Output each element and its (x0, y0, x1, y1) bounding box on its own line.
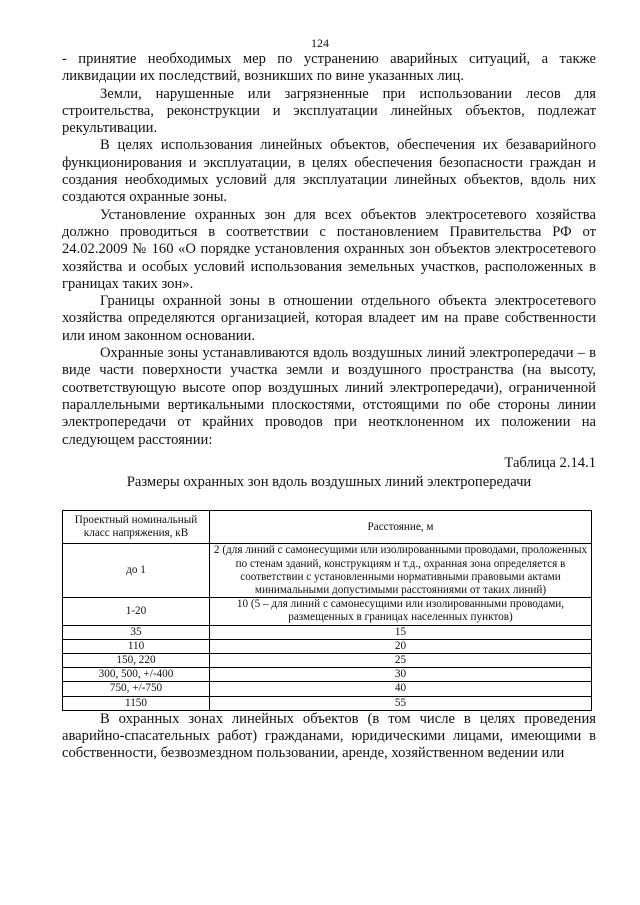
table-title: Размеры охранных зон вдоль воздушных линий электропередачи (126, 474, 532, 491)
cell-distance: 30 (210, 668, 592, 682)
paragraph: Земли, нарушенные или загрязненные при использовании лесов для строительства, реконструкции и эксплуатации линейных объектов, подлежат рекультивации. (62, 85, 596, 137)
table-row (63, 598, 592, 625)
paragraph: В целях использования линейных объектов, обеспечения их безаварийного функционирования и эксплуатации, в целях обеспечения безопасности граждан и создания необходимых условий для эксплуатации линейных объектов, вдоль них создаются охранные зоны. (62, 137, 596, 206)
cell-voltage: 750, +/-750 (63, 682, 210, 696)
cell-voltage: 150, 220 (63, 654, 210, 668)
cell-voltage: 1150 (63, 696, 210, 710)
protection-zones-table (62, 510, 592, 710)
table-header-row (63, 511, 592, 544)
paragraph: В охранных зонах линейных объектов (в том числе в целях проведения аварийно-спасательных работ) гражданами, юридическими лицами, имеющими в собственности, безвозмездном пользовании, аренде, хозяйственном ведении или (62, 710, 596, 762)
cell-voltage: 1-20 (63, 598, 210, 625)
cell-distance: 40 (210, 682, 592, 696)
cell-distance: 10 (5 – для линий с самонесущими или изолированными проводами, размещенных в границах населенных пунктов) (210, 598, 592, 625)
page-number: 124 (311, 36, 329, 50)
cell-distance: 15 (210, 625, 592, 639)
table-row (63, 625, 592, 639)
table-row (63, 639, 592, 653)
cell-voltage: 300, 500, +/-400 (63, 668, 210, 682)
header-voltage: Проектный номинальный класс напряжения, кВ (63, 511, 210, 544)
document-body (62, 51, 596, 763)
table-row (63, 654, 592, 668)
cell-distance: 20 (210, 639, 592, 653)
paragraph: Охранные зоны устанавливаются вдоль воздушных линий электропередачи – в виде части поверхности участка земли и воздушного пространства (на высоту, соответствующую высоте опор воздушных линий электропередачи), ограниченной параллельными вертикальными плоскостями, отстоящими по обе стороны линии электропередачи от крайних проводов при неотклоненном их положении на следующем расстоянии: (62, 345, 596, 448)
paragraph: Границы охранной зоны в отношении отдельного объекта электросетевого хозяйства определяются организацией, которая владеет им на праве собственности или ином законном основании. (62, 293, 596, 344)
table-row (63, 682, 592, 696)
cell-voltage: 35 (63, 625, 210, 639)
table-number: Таблица 2.14.1 (504, 454, 596, 471)
table-row (63, 696, 592, 710)
cell-voltage: 110 (63, 639, 210, 653)
paragraph: Установление охранных зон для всех объектов электросетевого хозяйства должно проводиться в соответствии с постановлением Правительства РФ от 24.02.2009 № 160 «О порядке установления охранных зон объектов электросетевого хозяйства и особых условий использования земельных участков, расположенных в границах таких зон». (62, 206, 596, 292)
cell-distance: 25 (210, 654, 592, 668)
paragraph: - принятие необходимых мер по устранению аварийных ситуаций, а также ликвидации их последствий, возникших по вине указанных лиц. (62, 51, 596, 85)
cell-distance: 55 (210, 696, 592, 710)
cell-distance: 2 (для линий с самонесущими или изолированными проводами, проложенных по стенам зданий, конструкциям и т.д., охранная зона определяется в соответствии с установленными нормативными правовыми актами минимальными допустимыми расстояниями от таких линий) (210, 544, 592, 598)
table-row (63, 668, 592, 682)
table-row (63, 544, 592, 598)
header-distance: Расстояние, м (210, 511, 592, 544)
cell-voltage: до 1 (63, 544, 210, 598)
